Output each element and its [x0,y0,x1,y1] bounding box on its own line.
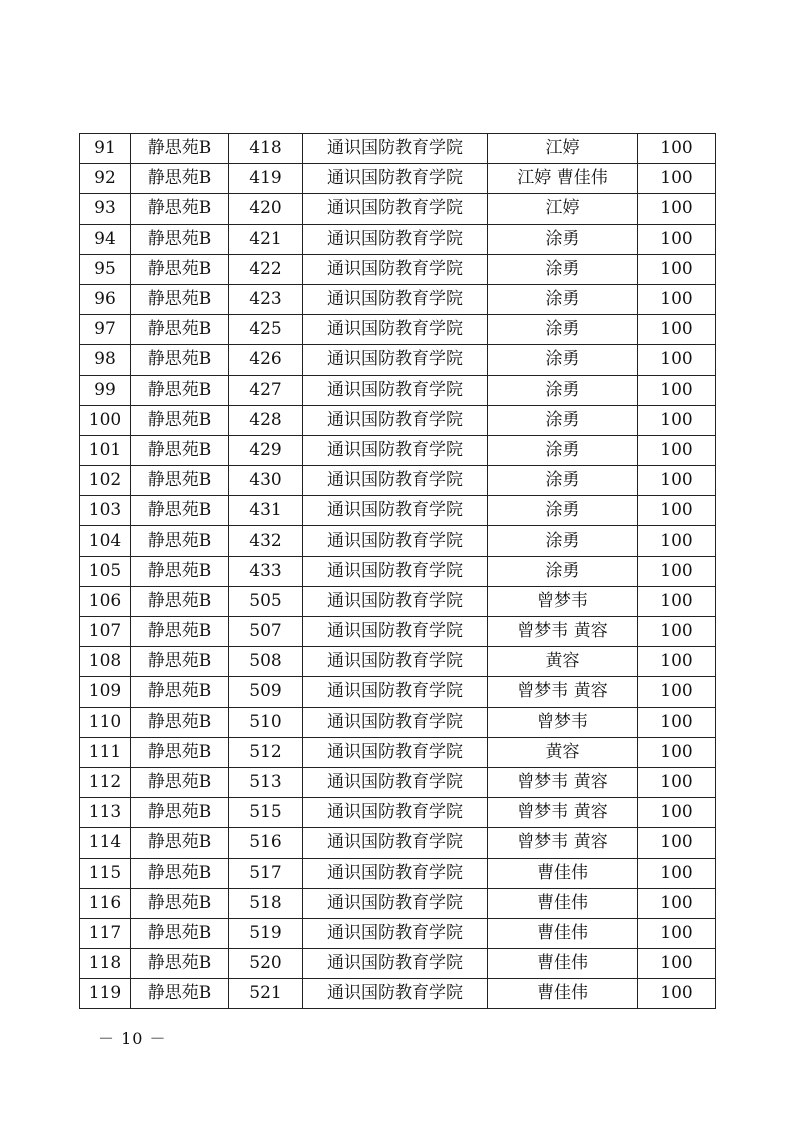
score-cell: 100 [638,315,716,345]
table-row [80,375,716,405]
row-index-cell: 101 [80,435,131,465]
building-cell: 静思苑B [131,949,229,979]
college-cell: 通识国防教育学院 [303,828,488,858]
row-index-cell: 113 [80,798,131,828]
table-row [80,254,716,284]
inspector-cell: 涂勇 [488,556,638,586]
room-number-cell: 508 [229,647,303,677]
inspector-cell: 涂勇 [488,315,638,345]
college-cell: 通识国防教育学院 [303,315,488,345]
college-cell: 通识国防教育学院 [303,496,488,526]
score-cell: 100 [638,254,716,284]
room-number-cell: 421 [229,224,303,254]
table-row [80,164,716,194]
row-index-cell: 93 [80,194,131,224]
building-cell: 静思苑B [131,405,229,435]
building-cell: 静思苑B [131,707,229,737]
college-cell: 通识国防教育学院 [303,798,488,828]
inspector-cell: 曾梦韦 [488,707,638,737]
table-row [80,466,716,496]
inspector-cell: 曹佳伟 [488,888,638,918]
building-cell: 静思苑B [131,918,229,948]
college-cell: 通识国防教育学院 [303,586,488,616]
building-cell: 静思苑B [131,556,229,586]
room-number-cell: 427 [229,375,303,405]
score-cell: 100 [638,707,716,737]
inspector-cell: 涂勇 [488,284,638,314]
table-row [80,405,716,435]
row-index-cell: 104 [80,526,131,556]
score-cell: 100 [638,888,716,918]
score-cell: 100 [638,224,716,254]
college-cell: 通识国防教育学院 [303,164,488,194]
college-cell: 通识国防教育学院 [303,677,488,707]
room-number-cell: 423 [229,284,303,314]
building-cell: 静思苑B [131,586,229,616]
building-cell: 静思苑B [131,979,229,1009]
row-index-cell: 103 [80,496,131,526]
score-cell: 100 [638,375,716,405]
score-cell: 100 [638,284,716,314]
college-cell: 通识国防教育学院 [303,888,488,918]
table-row [80,224,716,254]
inspector-cell: 涂勇 [488,375,638,405]
college-cell: 通识国防教育学院 [303,345,488,375]
college-cell: 通识国防教育学院 [303,979,488,1009]
building-cell: 静思苑B [131,164,229,194]
row-index-cell: 107 [80,617,131,647]
college-cell: 通识国防教育学院 [303,918,488,948]
row-index-cell: 99 [80,375,131,405]
college-cell: 通识国防教育学院 [303,556,488,586]
score-cell: 100 [638,828,716,858]
score-cell: 100 [638,345,716,375]
building-cell: 静思苑B [131,677,229,707]
row-index-cell: 115 [80,858,131,888]
score-cell: 100 [638,405,716,435]
college-cell: 通识国防教育学院 [303,737,488,767]
row-index-cell: 92 [80,164,131,194]
room-number-cell: 518 [229,888,303,918]
room-number-cell: 521 [229,979,303,1009]
row-index-cell: 119 [80,979,131,1009]
row-index-cell: 108 [80,647,131,677]
inspector-cell: 江婷 曹佳伟 [488,164,638,194]
room-number-cell: 430 [229,466,303,496]
building-cell: 静思苑B [131,617,229,647]
room-number-cell: 432 [229,526,303,556]
score-cell: 100 [638,647,716,677]
inspector-cell: 曹佳伟 [488,858,638,888]
table-row [80,737,716,767]
row-index-cell: 116 [80,888,131,918]
row-index-cell: 106 [80,586,131,616]
room-number-cell: 422 [229,254,303,284]
college-cell: 通识国防教育学院 [303,194,488,224]
score-cell: 100 [638,858,716,888]
table-row [80,134,716,164]
score-cell: 100 [638,466,716,496]
inspector-cell: 曾梦韦 黄容 [488,677,638,707]
row-index-cell: 98 [80,345,131,375]
room-number-cell: 513 [229,767,303,797]
score-cell: 100 [638,164,716,194]
table-row [80,284,716,314]
dorm-inspection-table [79,133,716,1009]
building-cell: 静思苑B [131,526,229,556]
room-number-cell: 429 [229,435,303,465]
inspector-cell: 江婷 [488,194,638,224]
score-cell: 100 [638,496,716,526]
college-cell: 通识国防教育学院 [303,949,488,979]
room-number-cell: 418 [229,134,303,164]
table-body [80,134,716,1009]
building-cell: 静思苑B [131,888,229,918]
table-row [80,617,716,647]
table-row [80,858,716,888]
college-cell: 通识国防教育学院 [303,405,488,435]
room-number-cell: 515 [229,798,303,828]
room-number-cell: 510 [229,707,303,737]
score-cell: 100 [638,918,716,948]
row-index-cell: 97 [80,315,131,345]
building-cell: 静思苑B [131,647,229,677]
inspector-cell: 曾梦韦 黄容 [488,828,638,858]
row-index-cell: 114 [80,828,131,858]
building-cell: 静思苑B [131,435,229,465]
room-number-cell: 509 [229,677,303,707]
room-number-cell: 420 [229,194,303,224]
row-index-cell: 110 [80,707,131,737]
inspector-cell: 江婷 [488,134,638,164]
table-row [80,707,716,737]
college-cell: 通识国防教育学院 [303,858,488,888]
room-number-cell: 425 [229,315,303,345]
room-number-cell: 431 [229,496,303,526]
building-cell: 静思苑B [131,767,229,797]
building-cell: 静思苑B [131,858,229,888]
score-cell: 100 [638,677,716,707]
row-index-cell: 109 [80,677,131,707]
score-cell: 100 [638,949,716,979]
college-cell: 通识国防教育学院 [303,767,488,797]
inspector-cell: 曾梦韦 [488,586,638,616]
building-cell: 静思苑B [131,224,229,254]
inspector-cell: 涂勇 [488,526,638,556]
table-row [80,345,716,375]
table-row [80,798,716,828]
table-row [80,888,716,918]
room-number-cell: 426 [229,345,303,375]
row-index-cell: 100 [80,405,131,435]
row-index-cell: 111 [80,737,131,767]
inspector-cell: 涂勇 [488,405,638,435]
row-index-cell: 95 [80,254,131,284]
building-cell: 静思苑B [131,345,229,375]
table-row [80,556,716,586]
inspector-cell: 涂勇 [488,254,638,284]
room-number-cell: 519 [229,918,303,948]
building-cell: 静思苑B [131,284,229,314]
inspector-cell: 黄容 [488,737,638,767]
table-row [80,194,716,224]
room-number-cell: 505 [229,586,303,616]
table-row [80,647,716,677]
table-row [80,677,716,707]
building-cell: 静思苑B [131,798,229,828]
college-cell: 通识国防教育学院 [303,254,488,284]
inspector-cell: 曾梦韦 黄容 [488,617,638,647]
table-row [80,586,716,616]
college-cell: 通识国防教育学院 [303,375,488,405]
inspector-cell: 黄容 [488,647,638,677]
room-number-cell: 516 [229,828,303,858]
college-cell: 通识国防教育学院 [303,134,488,164]
row-index-cell: 117 [80,918,131,948]
building-cell: 静思苑B [131,315,229,345]
score-cell: 100 [638,586,716,616]
college-cell: 通识国防教育学院 [303,617,488,647]
inspector-cell: 涂勇 [488,496,638,526]
score-cell: 100 [638,194,716,224]
room-number-cell: 517 [229,858,303,888]
room-number-cell: 428 [229,405,303,435]
building-cell: 静思苑B [131,737,229,767]
inspector-cell: 涂勇 [488,466,638,496]
score-cell: 100 [638,435,716,465]
row-index-cell: 112 [80,767,131,797]
building-cell: 静思苑B [131,496,229,526]
inspector-cell: 曾梦韦 黄容 [488,798,638,828]
table-row [80,435,716,465]
table-row [80,828,716,858]
inspector-cell: 曹佳伟 [488,949,638,979]
score-cell: 100 [638,737,716,767]
score-cell: 100 [638,556,716,586]
inspector-cell: 曹佳伟 [488,918,638,948]
inspector-cell: 涂勇 [488,435,638,465]
table-row [80,918,716,948]
room-number-cell: 520 [229,949,303,979]
room-number-cell: 433 [229,556,303,586]
page-number: － 10 － [98,1029,167,1048]
table-row [80,526,716,556]
row-index-cell: 91 [80,134,131,164]
row-index-cell: 94 [80,224,131,254]
inspector-cell: 曹佳伟 [488,979,638,1009]
score-cell: 100 [638,617,716,647]
inspector-cell: 涂勇 [488,345,638,375]
score-cell: 100 [638,767,716,797]
college-cell: 通识国防教育学院 [303,707,488,737]
table-row [80,496,716,526]
college-cell: 通识国防教育学院 [303,284,488,314]
row-index-cell: 102 [80,466,131,496]
building-cell: 静思苑B [131,194,229,224]
building-cell: 静思苑B [131,134,229,164]
score-cell: 100 [638,134,716,164]
building-cell: 静思苑B [131,375,229,405]
college-cell: 通识国防教育学院 [303,526,488,556]
table-row [80,767,716,797]
building-cell: 静思苑B [131,254,229,284]
table-row [80,979,716,1009]
inspector-cell: 曾梦韦 黄容 [488,767,638,797]
row-index-cell: 105 [80,556,131,586]
college-cell: 通识国防教育学院 [303,435,488,465]
table-row [80,315,716,345]
row-index-cell: 96 [80,284,131,314]
score-cell: 100 [638,979,716,1009]
college-cell: 通识国防教育学院 [303,466,488,496]
room-number-cell: 507 [229,617,303,647]
room-number-cell: 419 [229,164,303,194]
inspector-cell: 涂勇 [488,224,638,254]
table-row [80,949,716,979]
score-cell: 100 [638,526,716,556]
college-cell: 通识国防教育学院 [303,647,488,677]
building-cell: 静思苑B [131,466,229,496]
score-cell: 100 [638,798,716,828]
building-cell: 静思苑B [131,828,229,858]
room-number-cell: 512 [229,737,303,767]
college-cell: 通识国防教育学院 [303,224,488,254]
row-index-cell: 118 [80,949,131,979]
